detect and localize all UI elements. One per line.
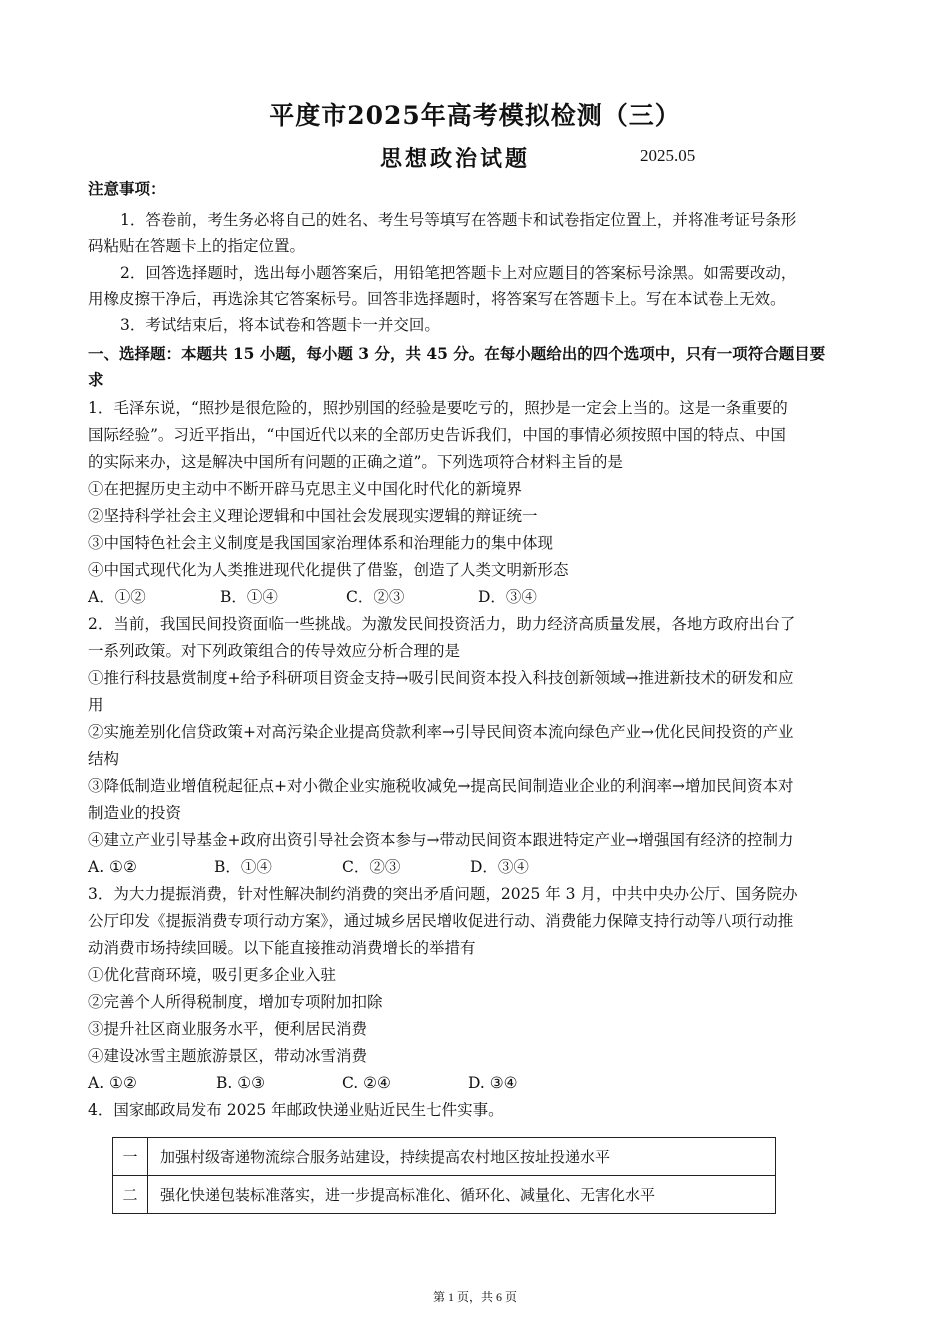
- option-a: A. ①②: [88, 858, 137, 876]
- q3-stem: 动消费市场持续回暖。以下能直接推动消费增长的举措有: [88, 939, 476, 957]
- option-d: D. ③④: [468, 1074, 518, 1092]
- q1-options: [88, 590, 537, 606]
- notice-line: 1．答卷前，考生务必将自己的姓名、考生号等填写在答题卡和试卷指定位置上，并将准考证号条形: [120, 211, 797, 229]
- option-c: C．②③: [346, 588, 405, 606]
- option-d: D．③④: [470, 858, 529, 876]
- exam-title: 平度市2025年高考模拟检测（三）: [269, 101, 681, 130]
- q2-statement: 结构: [88, 750, 120, 768]
- q4-table: [112, 1137, 776, 1214]
- notice-line: 码粘贴在答题卡上的指定位置。: [88, 237, 306, 255]
- option-b: B. ①③: [216, 1074, 266, 1092]
- notice-heading: 注意事项：: [88, 179, 166, 198]
- q2-statement: ①推行科技悬赏制度+给予科研项目资金支持→吸引民间资本投入科技创新领域→推进新技术的研发和应: [88, 669, 794, 687]
- option-c: C．②③: [342, 858, 401, 876]
- page-number: 第 1 页，共 6 页: [432, 1290, 517, 1304]
- q3-statement: ①优化营商环境，吸引更多企业入驻: [88, 966, 337, 984]
- q3-options: [88, 1076, 518, 1092]
- option-b: B．①④: [214, 858, 272, 876]
- q3-statement: ②完善个人所得税制度，增加专项附加扣除: [88, 993, 383, 1011]
- row-text: 加强村级寄递物流综合服务站建设，持续提高农村地区按址投递水平: [148, 1138, 776, 1176]
- option-d: D．③④: [478, 588, 537, 606]
- row-number: 二: [113, 1176, 148, 1214]
- q2-options: [88, 860, 529, 876]
- q4-stem: 4．国家邮政局发布 2025 年邮政快递业贴近民生七件实事。: [88, 1101, 504, 1119]
- q1-stem: 1．毛泽东说，“照抄是很危险的，照抄别国的经验是要吃亏的，照抄是一定会上当的。这是一条重要的: [88, 399, 788, 417]
- q2-statement: ④建立产业引导基金+政府出资引导社会资本参与→带动民间资本跟进特定产业→增强国有经济的控制力: [88, 831, 794, 849]
- q2-stem: 一系列政策。对下列政策组合的传导效应分析合理的是: [88, 642, 461, 660]
- q2-statement: ②实施差别化信贷政策+对高污染企业提高贷款利率→引导民间资本流向绿色产业→优化民间投资的产业: [88, 723, 794, 741]
- q1-statement: ①在把握历史主动中不断开辟马克思主义中国化时代化的新境界: [88, 480, 523, 498]
- option-a: A. ①②: [88, 1074, 137, 1092]
- subject-title: 思想政治试题: [380, 146, 531, 172]
- notice-line: 用橡皮擦干净后，再选涂其它答案标号。回答非选择题时，将答案写在答题卡上。写在本试卷上无效。: [88, 290, 786, 308]
- notice-line: 2．回答选择题时，选出每小题答案后，用铅笔把答题卡上对应题目的答案标号涂黑。如需要改动，: [120, 264, 797, 282]
- q1-stem: 的实际来办，这是解决中国所有问题的正确之道”。下列选项符合材料主旨的是: [88, 453, 623, 471]
- q1-stem: 国际经验”。习近平指出，“中国近代以来的全部历史告诉我们，中国的事情必须按照中国的特点、中国: [88, 426, 786, 444]
- section-heading: 一、选择题：本题共 15 小题，每小题 3 分，共 45 分。在每小题给出的四个选项中，只有一项符合题目要: [88, 344, 826, 363]
- table-row: [113, 1176, 776, 1214]
- q2-stem: 2．当前，我国民间投资面临一些挑战。为激发民间投资活力，助力经济高质量发展，各地方政府出台了: [88, 615, 796, 633]
- q2-statement: 用: [88, 696, 104, 714]
- q3-statement: ④建设冰雪主题旅游景区，带动冰雪消费: [88, 1047, 368, 1065]
- q1-statement: ②坚持科学社会主义理论逻辑和中国社会发展现实逻辑的辩证统一: [88, 507, 538, 525]
- option-b: B．①④: [220, 588, 278, 606]
- exam-date: 2025.05: [640, 146, 696, 165]
- notice-line: 3．考试结束后，将本试卷和答题卡一并交回。: [120, 316, 440, 334]
- q3-stem: 3．为大力提振消费，针对性解决制约消费的突出矛盾问题，2025 年 3 月，中共中央办公厅、国务院办: [88, 885, 798, 903]
- table-row: [113, 1138, 776, 1176]
- q1-statement: ③中国特色社会主义制度是我国国家治理体系和治理能力的集中体现: [88, 534, 554, 552]
- q3-stem: 公厅印发《提振消费专项行动方案》，通过城乡居民增收促进行动、消费能力保障支持行动等八项行动推: [88, 912, 794, 930]
- q2-statement: 制造业的投资: [88, 804, 182, 822]
- option-a: A．①②: [88, 588, 146, 606]
- section-heading-cont: 求: [88, 370, 104, 389]
- q3-statement: ③提升社区商业服务水平，便利居民消费: [88, 1020, 368, 1038]
- row-text: 强化快递包装标准落实，进一步提高标准化、循环化、减量化、无害化水平: [148, 1176, 776, 1214]
- q1-statement: ④中国式现代化为人类推进现代化提供了借鉴，创造了人类文明新形态: [88, 561, 569, 579]
- option-c: C. ②④: [342, 1074, 391, 1092]
- q2-statement: ③降低制造业增值税起征点+对小微企业实施税收减免→提高民间制造业企业的利润率→增加民间资本对: [88, 777, 794, 795]
- row-number: 一: [113, 1138, 148, 1176]
